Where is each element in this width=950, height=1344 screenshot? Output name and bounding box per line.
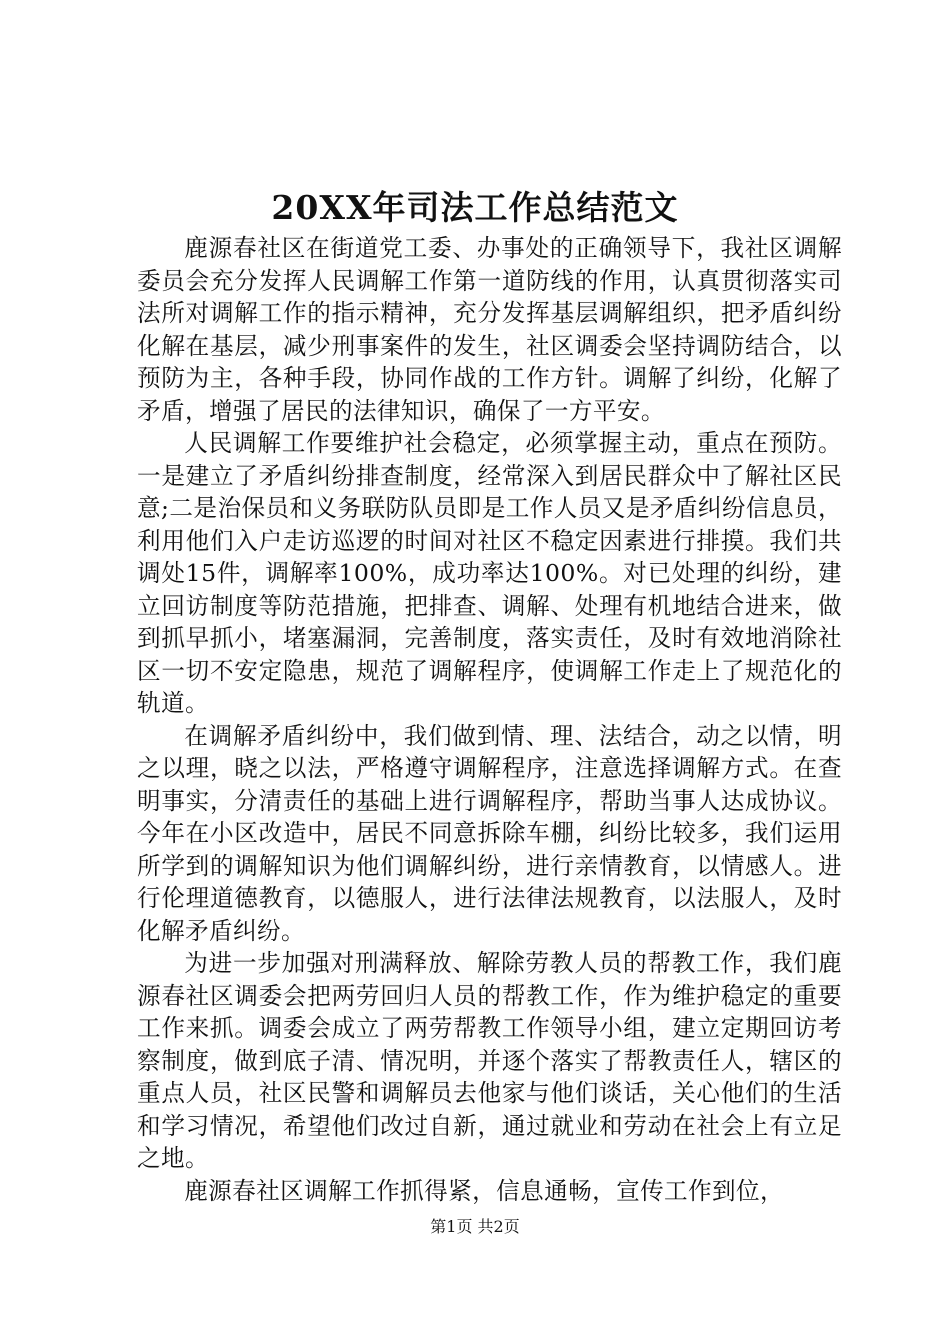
paragraph: 人民调解工作要维护社会稳定，必须掌握主动，重点在预防。一是建立了矛盾纠纷排查制度，经常深入到居民群众中了解社区民意;二是治保员和义务联防队员即是工作人员又是矛盾纠纷信息员，利用他们入户走访巡逻的时间对社区不稳定因素进行排摸。我们共调处15件，调解率100%，成功率达100%。对已处理的纠纷，建立回访制度等防范措施，把排查、调解、处理有机地结合进来，做到抓早抓小，堵塞漏洞，完善制度，落实责任，及时有效地消除社区一切不安定隐患，规范了调解程序，使调解工作走上了规范化的轨道。 [137,429,842,717]
paragraph: 为进一步加强对刑满释放、解除劳教人员的帮教工作，我们鹿源春社区调委会把两劳回归人员的帮教工作，作为维护稳定的重要工作来抓。调委会成立了两劳帮教工作领导小组，建立定期回访考察制度，做到底子清、情况明，并逐个落实了帮教责任人，辖区的重点人员，社区民警和调解员去他家与他们谈话，关心他们的生活和学习情况，希望他们改过自新，通过就业和劳动在社会上有立足之地。 [137,949,842,1172]
paragraph: 鹿源春社区在街道党工委、办事处的正确领导下，我社区调解委员会充分发挥人民调解工作第一道防线的作用，认真贯彻落实司法所对调解工作的指示精神，充分发挥基层调解组织，把矛盾纠纷化解在基层，减少刑事案件的发生，社区调委会坚持调防结合，以预防为主，各种手段，协同作战的工作方针。调解了纠纷，化解了矛盾，增强了居民的法律知识，确保了一方平安。 [137,234,842,425]
paragraph: 在调解矛盾纠纷中，我们做到情、理、法结合，动之以情，明之以理，晓之以法，严格遵守调解程序，注意选择调解方式。在查明事实，分清责任的基础上进行调解程序，帮助当事人达成协议。今年在小区改造中，居民不同意拆除车棚，纠纷比较多，我们运用所学到的调解知识为他们调解纠纷，进行亲情教育，以情感人。进行伦理道德教育，以德服人，进行法律法规教育，以法服人，及时化解矛盾纠纷。 [137,721,842,945]
document-title: 20XX年司法工作总结范文 [271,188,679,227]
document-body [137,232,842,1207]
paragraph: 鹿源春社区调解工作抓得紧，信息通畅，宣传工作到位， [184,1176,785,1205]
page-footer: 第1页 共2页 [430,1217,520,1236]
